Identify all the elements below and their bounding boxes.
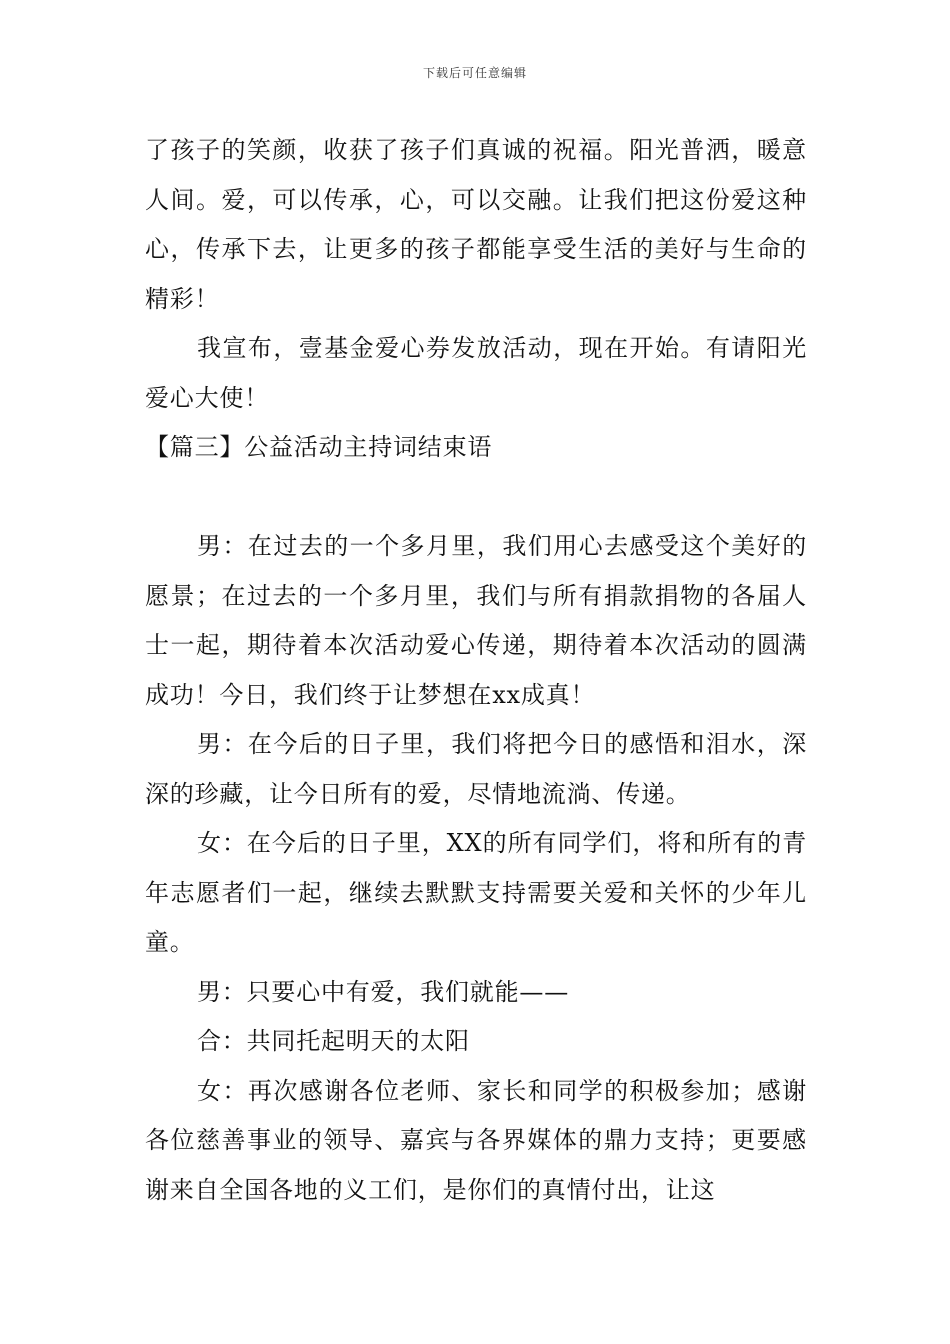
document-body [145,126,807,1215]
dialogue-paragraph: 男：在今后的日子里，我们将把今日的感悟和泪水，深深的珍藏，让今日所有的爱，尽情地流淌、传递。 [145,730,807,808]
dialogue-paragraph: 女：在今后的日子里，XX的所有同学们，将和所有的青年志愿者们一起，继续去默默支持需要关爱和关怀的少年儿童。 [145,829,807,956]
paragraph-announcement: 我宣布，壹基金爱心券发放活动，现在开始。有请阳光爱心大使！ [145,334,807,412]
page-header-note: 下载后可任意编辑 [422,66,527,80]
dialogue-paragraph: 男：只要心中有爱，我们就能—— [197,977,569,1006]
dialogue-paragraph: 合：共同托起明天的太阳 [197,1027,470,1055]
section-title: 【篇三】公益活动主持词结束语 [145,433,493,461]
paragraph-continuation: 了孩子的笑颜，收获了孩子们真诚的祝福。阳光普洒，暖意人间。爱，可以传承，心，可以交融。让我们把这份爱这种心，传承下去，让更多的孩子都能享受生活的美好与生命的精彩！ [145,136,807,313]
dialogue-paragraph: 男：在过去的一个多月里，我们用心去感受这个美好的愿景；在过去的一个多月里，我们与所有捐款捐物的各届人士一起，期待着本次活动爱心传递，期待着本次活动的圆满成功！今日，我们终于让梦想在xx成真！ [145,532,807,709]
dialogue-paragraph: 女：再次感谢各位老师、家长和同学的积极参加；感谢各位慈善事业的领导、嘉宾与各界媒体的鼎力支持；更要感谢来自全国各地的义工们，是你们的真情付出，让这 [145,1076,807,1204]
blank-line [145,473,807,523]
